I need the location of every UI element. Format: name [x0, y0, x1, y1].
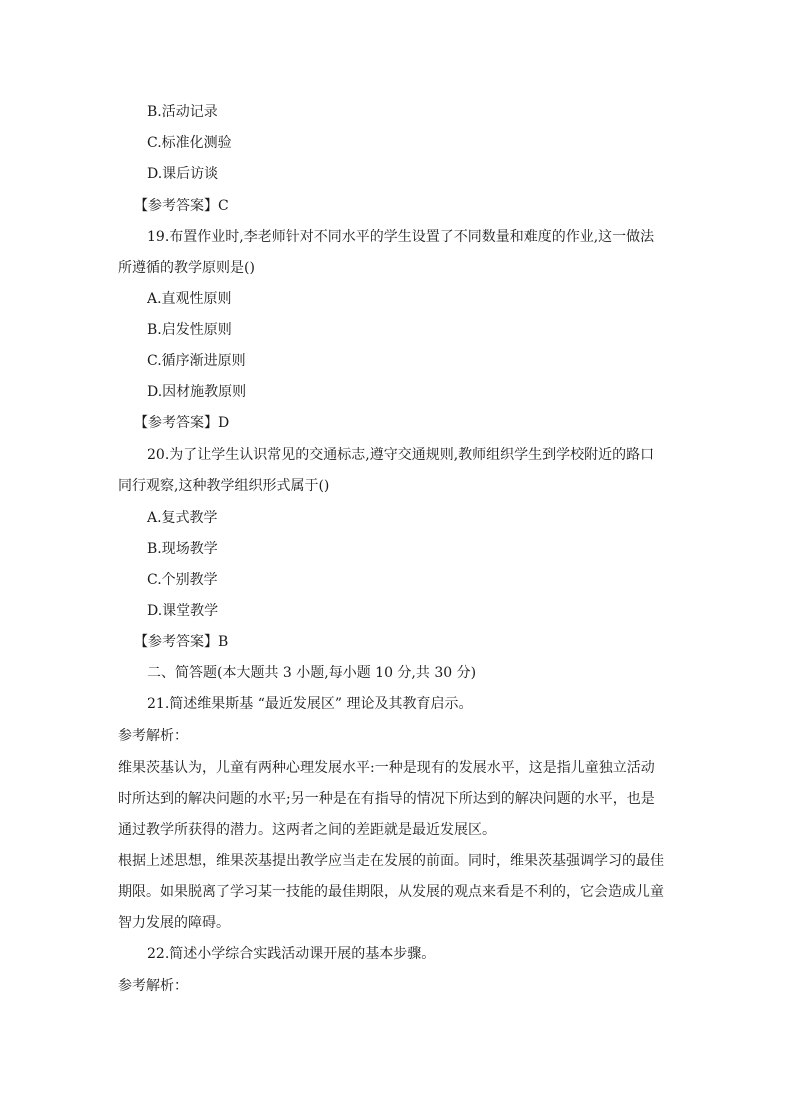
- q20-option-d: D.课堂教学: [147, 603, 219, 619]
- q21-analysis-line-2: 时所达到的解决问题的水平;另一种是在有指导的情况下所达到的解决问题的水平，也是: [118, 791, 655, 807]
- q19-stem-line-2: 所遵循的教学原则是(): [118, 260, 255, 276]
- section-heading: 二、简答题(本大题共 3 小题,每小题 10 分,共 30 分): [147, 665, 477, 681]
- q22-stem: 22.简述小学综合实践活动课开展的基本步骤。: [147, 946, 436, 962]
- q20-option-c: C.个别教学: [147, 572, 218, 588]
- q21-analysis-line-3: 通过教学所获得的潜力。这两者之间的差距就是最近发展区。: [118, 822, 496, 838]
- q21-analysis-line-1: 维果茨基认为，儿童有两种心理发展水平:一种是现有的发展水平，这是指儿童独立活动: [118, 760, 655, 776]
- q18-option-d: D.课后访谈: [147, 166, 219, 182]
- q20-stem-line-2: 同行观察,这种教学组织形式属于(): [118, 478, 330, 494]
- q20-answer: 【参考答案】B: [134, 634, 229, 650]
- q18-answer: 【参考答案】C: [134, 198, 229, 214]
- q20-option-a: A.复式教学: [147, 510, 218, 526]
- q19-option-d: D.因材施教原则: [147, 384, 247, 400]
- q22-analysis-label: 参考解析：: [118, 978, 188, 994]
- q21-analysis-label: 参考解析：: [118, 728, 188, 744]
- q19-answer: 【参考答案】D: [134, 415, 230, 431]
- q21-analysis-line-4: 根据上述思想，维果茨基提出教学应当走在发展的前面。同时，维果茨基强调学习的最佳: [118, 853, 664, 869]
- q19-stem-line-1: 19.布置作业时,李老师针对不同水平的学生设置了不同数量和难度的作业,这一做法: [147, 229, 655, 245]
- q21-analysis-line-5: 期限。如果脱离了学习某一技能的最佳期限，从发展的观点来看是不利的，它会造成儿童: [118, 884, 664, 900]
- q19-option-b: B.启发性原则: [147, 322, 232, 338]
- q18-option-b: B.活动记录: [147, 104, 218, 120]
- q20-stem-line-1: 20.为了让学生认识常见的交通标志,遵守交通规则,教师组织学生到学校附近的路口: [147, 447, 655, 463]
- q19-option-a: A.直观性原则: [147, 291, 232, 307]
- q21-analysis-line-6: 智力发展的障碍。: [118, 915, 230, 931]
- q21-stem: 21.简述维果斯基 “最近发展区” 理论及其教育启示。: [147, 696, 473, 712]
- q20-option-b: B.现场教学: [147, 541, 218, 557]
- q19-option-c: C.循序渐进原则: [147, 353, 246, 369]
- q18-option-c: C.标准化测验: [147, 135, 232, 151]
